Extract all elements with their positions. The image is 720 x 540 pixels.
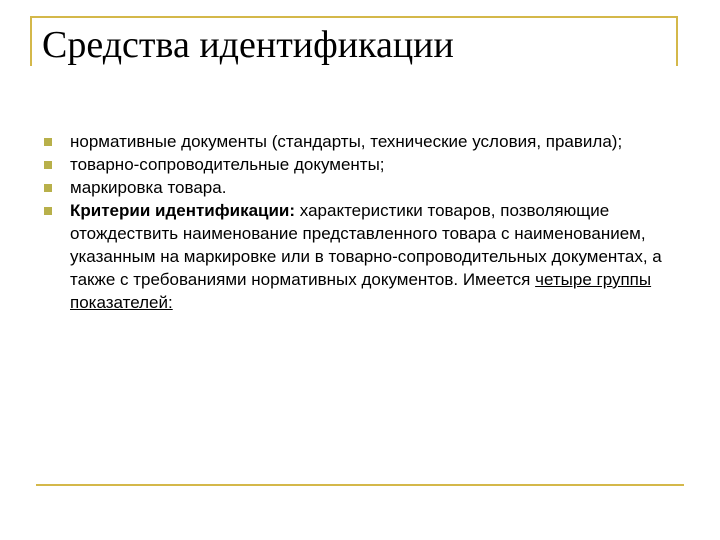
left-decorative-rule (30, 16, 32, 66)
square-bullet-icon (44, 184, 52, 192)
bullet-list (42, 130, 672, 314)
criteria-groups-link[interactable]: четыре группы показателей: (70, 270, 652, 312)
right-decorative-rule (676, 16, 678, 66)
bullet-text: товарно-сопроводительные документы; (70, 155, 385, 174)
square-bullet-icon (44, 161, 52, 169)
bullet-text: маркировка товара. (70, 178, 227, 197)
bullet-item-criteria (42, 199, 672, 314)
bullet-item (42, 130, 672, 153)
bottom-decorative-rule (36, 484, 684, 486)
bullet-text: нормативные документы (стандарты, технические условия, правила); (70, 132, 623, 151)
square-bullet-icon (44, 207, 52, 215)
bullet-item (42, 176, 672, 199)
bullet-item (42, 153, 672, 176)
criteria-text: характеристики товаров, позволяющие отождествить наименование представленного товара с наименованием, указанным на маркировке или в товарно-сопроводительных документах, а также с требованиями нормативных документов. Имеется (70, 201, 662, 289)
criteria-label: Критерии идентификации: (70, 201, 296, 220)
slide-title: Средства идентификации (42, 24, 454, 66)
top-decorative-rule (30, 16, 678, 18)
square-bullet-icon (44, 138, 52, 146)
